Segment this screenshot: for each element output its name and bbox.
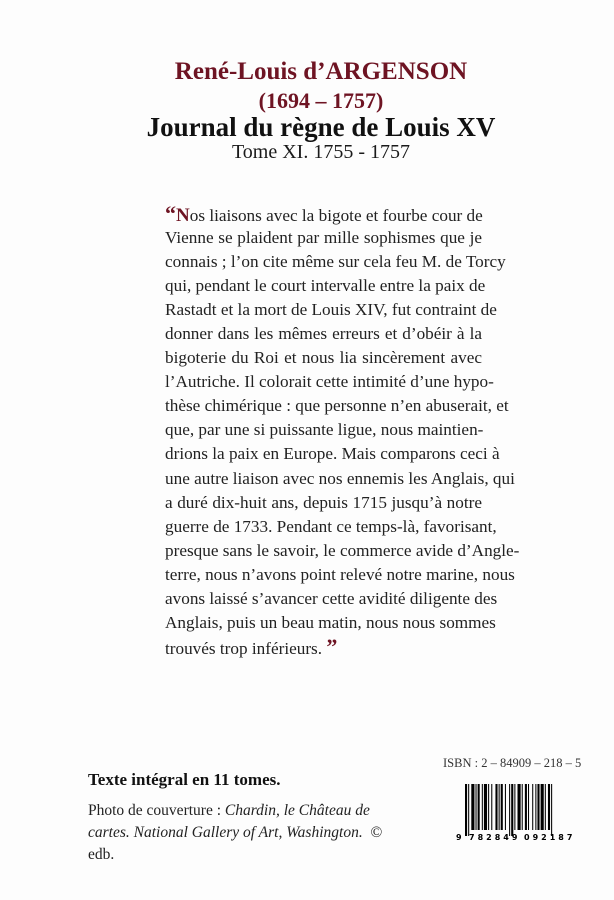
- volume-info: Tome XI. 1755 - 1757: [231, 141, 411, 163]
- barcode-bars: [465, 784, 552, 836]
- quote-line: avons laissé s’avancer cette avidité diligente des: [165, 588, 498, 608]
- author-dates: (1694 – 1757): [258, 88, 384, 113]
- barcode-bar: [522, 784, 523, 830]
- quote-initial: N: [176, 205, 190, 226]
- barcode-digits-left: 782849: [469, 833, 521, 842]
- barcode-bar: [551, 784, 552, 836]
- quote-line: guerre de 1733. Pendant ce temps-là, favorisant,: [165, 516, 497, 536]
- photo-credit: Photo de couverture : Chardin, le Château de cartes. National Gallery of Art, Washington. © edb.: [88, 802, 383, 863]
- quote-line: l’Autriche. Il colorait cette intimité d’une hypo-: [165, 372, 494, 392]
- barcode-bar: [499, 784, 500, 830]
- quote-line: une autre liaison avec nos ennemis les Anglais, qui: [165, 468, 515, 488]
- barcode-bar: [548, 784, 550, 830]
- copyright: © edb.: [88, 824, 383, 863]
- barcode-digits-right: 092187: [524, 833, 576, 842]
- book-title: Journal du règne de Louis XV: [146, 112, 496, 142]
- quote-line: presque sans le savoir, le commerce avide d’Angle-: [165, 540, 520, 560]
- barcode-bar: [535, 784, 536, 830]
- quote-line: connais ; l’on cite même sur cela feu M. de Torcy: [165, 252, 506, 272]
- barcode-bar: [541, 784, 544, 830]
- barcode-bar: [465, 784, 467, 836]
- barcode-bar: [482, 784, 483, 830]
- barcode-bar: [509, 784, 510, 836]
- quote-line: a duré dix-huit ans, depuis 1715 jusqu’à notre: [165, 492, 482, 512]
- barcode: [455, 784, 585, 842]
- barcode-bar: [491, 784, 492, 830]
- quote-line: bigoterie du Roi et nous lia sincèrement avec: [165, 348, 482, 368]
- barcode-bar: [488, 784, 489, 830]
- quote-line: Vienne se plaident par mille sophismes que je: [165, 228, 482, 248]
- quote-line: trouvés trop inférieurs. ”: [165, 633, 338, 659]
- open-quote-mark: “: [165, 201, 176, 226]
- barcode-bar: [528, 784, 529, 830]
- barcode-bar: [514, 784, 515, 830]
- close-quote-mark: ”: [326, 633, 338, 659]
- back-cover-quote: [165, 201, 520, 659]
- barcode-bar: [478, 784, 480, 830]
- barcode-bar: [545, 784, 546, 830]
- barcode-bar: [525, 784, 527, 830]
- barcode-bar: [537, 784, 539, 830]
- quote-line: Anglais, puis un beau matin, nous nous sommes: [165, 612, 496, 632]
- isbn-label: ISBN : 2 – 84909 – 218 – 5: [443, 756, 582, 770]
- barcode-bar: [476, 784, 477, 830]
- quote-line: donner dans les mêmes erreurs et d’obéir à la: [165, 324, 482, 344]
- quote-line: “Nos liaisons avec la bigote et fourbe cour de: [165, 201, 483, 226]
- quote-line: thèse chimérique : que personne n’en abuserait, et: [165, 396, 509, 416]
- barcode-bar: [468, 784, 469, 836]
- quote-line: Rastadt et la mort de Louis XIV, fut contraint de: [165, 300, 497, 320]
- quote-line: drions la paix en Europe. Mais comparons ceci à: [165, 444, 500, 464]
- author-name: René-Louis d’ARGENSON: [174, 58, 468, 85]
- barcode-bar: [511, 784, 513, 836]
- quote-line: terre, nous n’avons point relevé notre marine, nous: [165, 564, 515, 584]
- barcode-bar: [518, 784, 521, 830]
- quote-line: qui, pendant le court intervalle entre la paix de: [165, 276, 486, 296]
- barcode-bar: [471, 784, 474, 830]
- barcode-digit-first: 9: [456, 833, 462, 842]
- barcode-bar: [484, 784, 487, 830]
- barcode-bar: [501, 784, 503, 830]
- barcode-bar: [495, 784, 497, 830]
- integral-text-note: Texte intégral en 11 tomes.: [88, 770, 281, 789]
- barcode-bar: [505, 784, 506, 830]
- barcode-bar: [532, 784, 533, 830]
- quote-line: que, par une si puissante ligue, nous maintien-: [165, 420, 484, 440]
